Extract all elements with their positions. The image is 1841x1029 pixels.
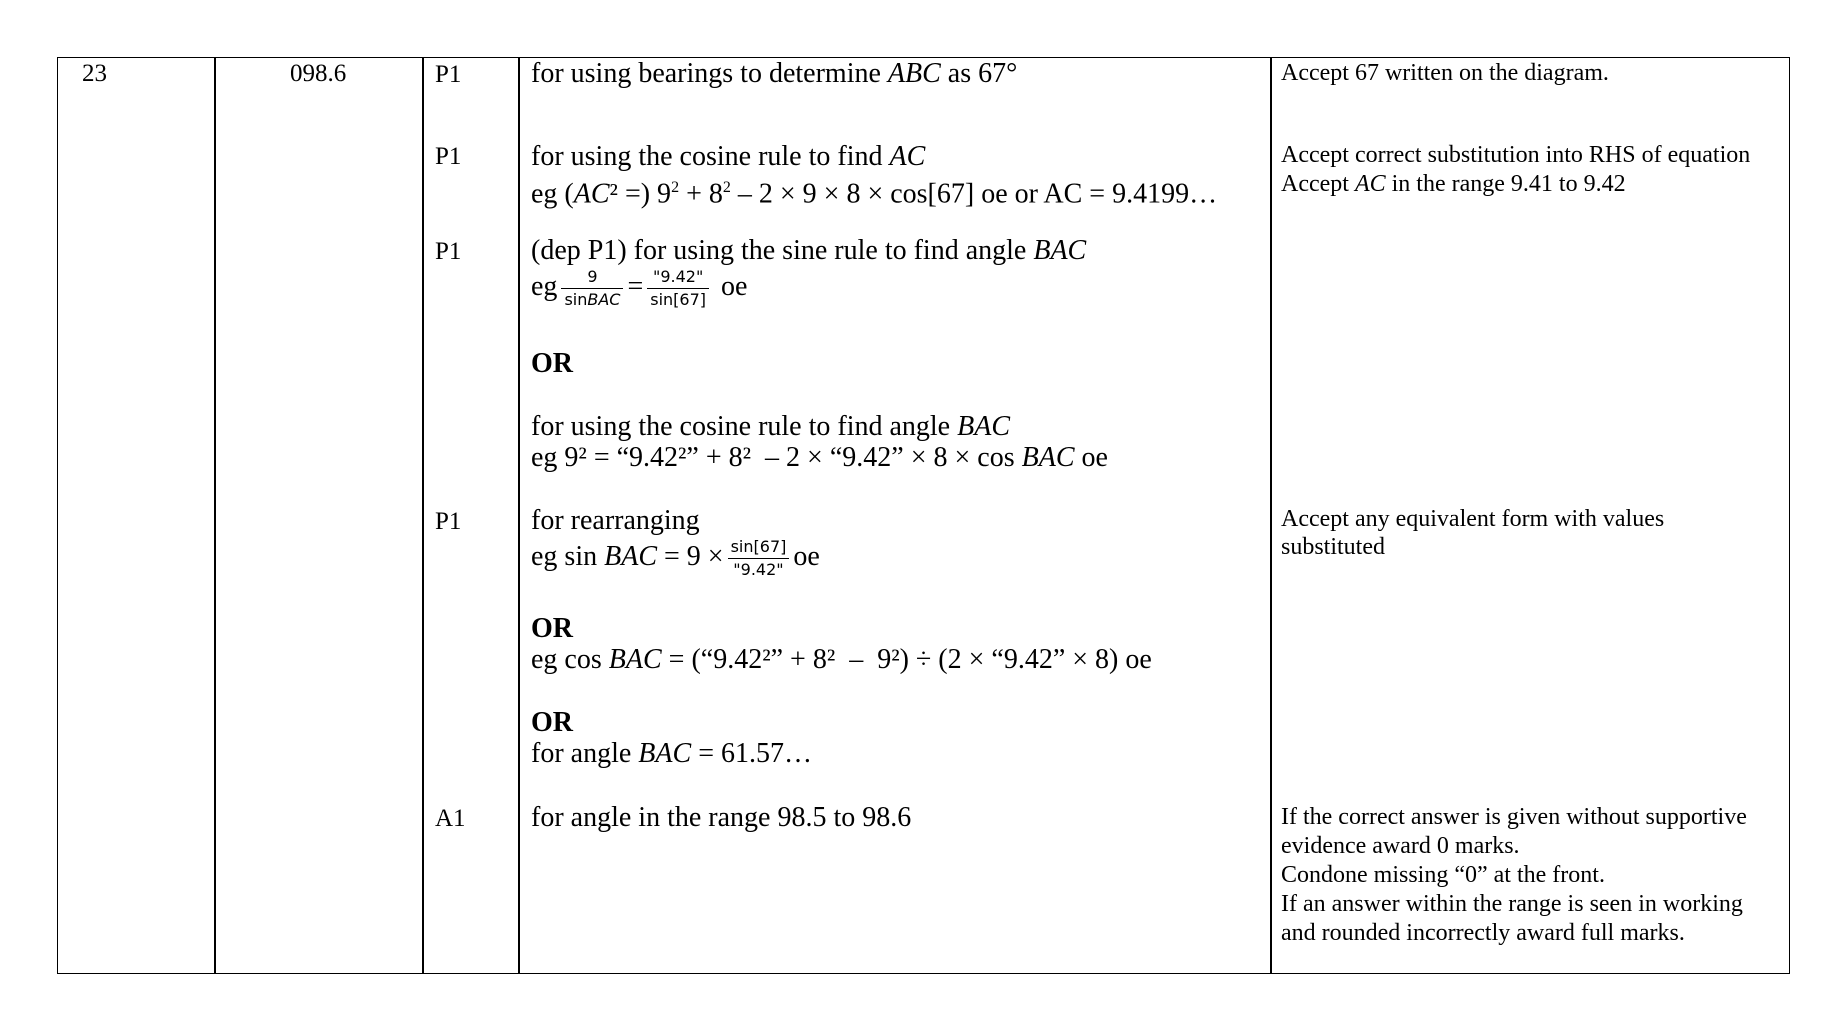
column-divider xyxy=(422,58,424,973)
working-line: for using bearings to determine ABC as 67° xyxy=(531,58,1018,89)
working-line: for rearranging xyxy=(531,505,700,536)
guidance-note: Accept AC in the range 9.41 to 9.42 xyxy=(1281,171,1626,197)
column-divider xyxy=(214,58,216,973)
column-divider xyxy=(1270,58,1272,973)
guidance-note: Accept correct substitution into RHS of equation xyxy=(1281,142,1751,168)
guidance-note: substituted xyxy=(1281,534,1386,560)
working-line: for using the cosine rule to find AC xyxy=(531,141,926,172)
working-line: eg (AC² =) $9^2 + 8^2 - 2 \times 9 \times 8 \times \cos[67]$ oe or AC = 9.4199… xyxy=(531,178,1218,210)
guidance-note: Accept any equivalent form with values xyxy=(1281,506,1665,532)
working-line: for angle BAC = 61.57… xyxy=(531,738,812,769)
guidance-note: If an answer within the range is seen in working xyxy=(1281,891,1743,917)
mark-code: P1 xyxy=(435,143,462,170)
guidance-note: and rounded incorrectly award full marks. xyxy=(1281,920,1685,946)
working-line: eg 9² = “9.42²” + 8² – 2 × “9.42” × 8 × cos BAC oe xyxy=(531,442,1108,473)
rearrange-fraction: eg sin BAC = 9 × $\frac{\sin[67]}{"9.42"}$ oe xyxy=(531,537,820,579)
mark-code: P1 xyxy=(435,61,462,88)
or-separator: OR xyxy=(531,613,573,644)
guidance-note: If the correct answer is given without supportive xyxy=(1281,804,1747,830)
working-line: (dep P1) for using the sine rule to find angle BAC xyxy=(531,235,1087,266)
guidance-note: evidence award 0 marks. xyxy=(1281,833,1520,859)
mark-code: P1 xyxy=(435,238,462,265)
working-line: for using the cosine rule to find angle BAC xyxy=(531,411,1011,442)
guidance-note: Accept 67 written on the diagram. xyxy=(1281,60,1609,86)
guidance-note: Condone missing “0” at the front. xyxy=(1281,862,1605,888)
or-separator: OR xyxy=(531,348,573,379)
question-number: 23 xyxy=(82,60,107,87)
working-line: eg cos BAC = (“9.42²” + 8² – 9²) ÷ (2 × “9.42” × 8) oe xyxy=(531,644,1152,675)
mark-code: A1 xyxy=(435,805,466,832)
working-line: for angle in the range 98.5 to 98.6 xyxy=(531,802,912,833)
mark-code: P1 xyxy=(435,508,462,535)
column-divider xyxy=(518,58,520,973)
answer-value: 098.6 xyxy=(290,60,347,87)
sine-rule-fraction: eg $\frac{9}{\text{sinBAC}}$ = $\frac{"9.42"}{\sin[67]}$ oe xyxy=(531,267,748,309)
or-separator: OR xyxy=(531,707,573,738)
